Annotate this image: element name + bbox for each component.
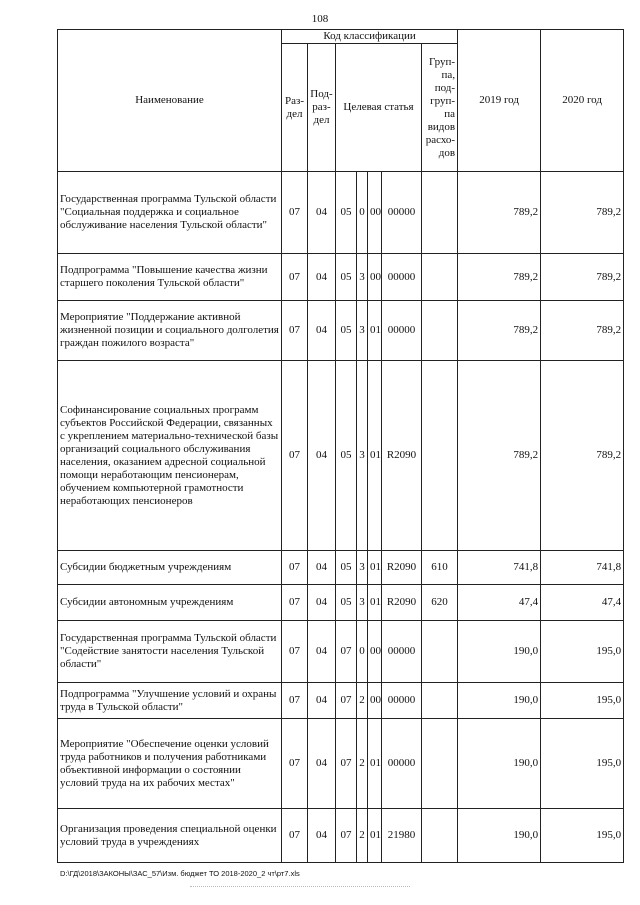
value-2020-cell: 789,2 bbox=[541, 361, 624, 551]
row-name: Субсидии бюджетным учреждениям bbox=[58, 551, 282, 585]
column-header-razdel: Раз- дел bbox=[282, 44, 308, 172]
target-event-cell: 01 bbox=[368, 301, 382, 361]
razdel-cell: 07 bbox=[282, 551, 308, 585]
column-header-2019: 2019 год bbox=[458, 30, 541, 172]
table-row bbox=[58, 301, 624, 361]
value-2020-cell: 195,0 bbox=[541, 809, 624, 863]
table-row bbox=[58, 683, 624, 719]
target-program-cell: 05 bbox=[336, 254, 357, 301]
target-program-cell: 07 bbox=[336, 683, 357, 719]
target-event-cell: 00 bbox=[368, 254, 382, 301]
target-code-cell: R2090 bbox=[382, 361, 422, 551]
expense-group-cell: 620 bbox=[422, 585, 458, 621]
page-number: 108 bbox=[311, 13, 329, 25]
target-program-cell: 05 bbox=[336, 301, 357, 361]
target-code-cell: 00000 bbox=[382, 621, 422, 683]
file-path-footer: D:\ГД\2018\ЗАКОНЫ\ЗАС_57\Изм. бюджет ТО 2018-2020_2 чт\рт7.xls bbox=[60, 869, 300, 878]
target-code-cell: 00000 bbox=[382, 301, 422, 361]
value-2020-cell: 789,2 bbox=[541, 254, 624, 301]
table-row bbox=[58, 585, 624, 621]
value-2019-cell: 789,2 bbox=[458, 361, 541, 551]
table-row bbox=[58, 551, 624, 585]
target-subprogram-cell: 3 bbox=[357, 585, 368, 621]
podrazdel-cell: 04 bbox=[308, 172, 336, 254]
podrazdel-cell: 04 bbox=[308, 719, 336, 809]
expense-group-cell bbox=[422, 621, 458, 683]
target-event-cell: 01 bbox=[368, 361, 382, 551]
target-subprogram-cell: 3 bbox=[357, 551, 368, 585]
expense-group-cell bbox=[422, 254, 458, 301]
target-program-cell: 05 bbox=[336, 585, 357, 621]
table-row bbox=[58, 809, 624, 863]
value-2019-cell: 190,0 bbox=[458, 719, 541, 809]
value-2019-cell: 190,0 bbox=[458, 683, 541, 719]
target-event-cell: 01 bbox=[368, 719, 382, 809]
razdel-cell: 07 bbox=[282, 621, 308, 683]
target-code-cell: 21980 bbox=[382, 809, 422, 863]
value-2019-cell: 190,0 bbox=[458, 809, 541, 863]
target-event-cell: 00 bbox=[368, 621, 382, 683]
column-header-group: Груп- па, под- груп- па видов расхо- дов bbox=[422, 44, 458, 172]
podrazdel-cell: 04 bbox=[308, 809, 336, 863]
column-header-code: Код классификации bbox=[282, 30, 458, 44]
expense-group-cell bbox=[422, 719, 458, 809]
row-name: Государственная программа Тульской области "Социальная поддержка и социальное обслуживание населения Тульской области" bbox=[58, 172, 282, 254]
target-program-cell: 07 bbox=[336, 719, 357, 809]
value-2019-cell: 190,0 bbox=[458, 621, 541, 683]
expense-group-cell bbox=[422, 809, 458, 863]
value-2020-cell: 741,8 bbox=[541, 551, 624, 585]
table-row bbox=[58, 621, 624, 683]
target-event-cell: 00 bbox=[368, 683, 382, 719]
value-2019-cell: 789,2 bbox=[458, 172, 541, 254]
podrazdel-cell: 04 bbox=[308, 585, 336, 621]
value-2020-cell: 195,0 bbox=[541, 719, 624, 809]
razdel-cell: 07 bbox=[282, 683, 308, 719]
value-2019-cell: 741,8 bbox=[458, 551, 541, 585]
razdel-cell: 07 bbox=[282, 301, 308, 361]
target-event-cell: 01 bbox=[368, 551, 382, 585]
value-2020-cell: 789,2 bbox=[541, 172, 624, 254]
value-2020-cell: 195,0 bbox=[541, 621, 624, 683]
table-row bbox=[58, 172, 624, 254]
podrazdel-cell: 04 bbox=[308, 361, 336, 551]
row-name: Мероприятие "Поддержание активной жизненной позиции и социального долголетия граждан пожилого возраста" bbox=[58, 301, 282, 361]
value-2019-cell: 47,4 bbox=[458, 585, 541, 621]
target-code-cell: 00000 bbox=[382, 254, 422, 301]
target-event-cell: 01 bbox=[368, 585, 382, 621]
razdel-cell: 07 bbox=[282, 719, 308, 809]
razdel-cell: 07 bbox=[282, 809, 308, 863]
row-name: Организация проведения специальной оценки условий труда в учреждениях bbox=[58, 809, 282, 863]
table-row bbox=[58, 254, 624, 301]
expense-group-cell bbox=[422, 361, 458, 551]
razdel-cell: 07 bbox=[282, 254, 308, 301]
value-2020-cell: 47,4 bbox=[541, 585, 624, 621]
target-event-cell: 01 bbox=[368, 809, 382, 863]
razdel-cell: 07 bbox=[282, 585, 308, 621]
target-program-cell: 07 bbox=[336, 809, 357, 863]
target-subprogram-cell: 3 bbox=[357, 301, 368, 361]
target-code-cell: 00000 bbox=[382, 719, 422, 809]
podrazdel-cell: 04 bbox=[308, 301, 336, 361]
row-name: Субсидии автономным учреждениям bbox=[58, 585, 282, 621]
target-subprogram-cell: 2 bbox=[357, 809, 368, 863]
column-header-podrazdel: Под- раз- дел bbox=[308, 44, 336, 172]
target-subprogram-cell: 0 bbox=[357, 621, 368, 683]
target-code-cell: R2090 bbox=[382, 585, 422, 621]
target-event-cell: 00 bbox=[368, 172, 382, 254]
razdel-cell: 07 bbox=[282, 172, 308, 254]
expense-group-cell bbox=[422, 172, 458, 254]
target-code-cell: 00000 bbox=[382, 172, 422, 254]
table-row bbox=[58, 719, 624, 809]
target-subprogram-cell: 2 bbox=[357, 719, 368, 809]
target-program-cell: 05 bbox=[336, 172, 357, 254]
target-code-cell: 00000 bbox=[382, 683, 422, 719]
value-2020-cell: 789,2 bbox=[541, 301, 624, 361]
expense-group-cell bbox=[422, 301, 458, 361]
scan-artifact-line bbox=[190, 886, 410, 888]
row-name: Подпрограмма "Повышение качества жизни старшего поколения Тульской области" bbox=[58, 254, 282, 301]
target-subprogram-cell: 2 bbox=[357, 683, 368, 719]
target-program-cell: 07 bbox=[336, 621, 357, 683]
row-name: Государственная программа Тульской области "Содействие занятости населения Тульской области" bbox=[58, 621, 282, 683]
column-header-name: Наименование bbox=[58, 30, 282, 172]
podrazdel-cell: 04 bbox=[308, 551, 336, 585]
value-2019-cell: 789,2 bbox=[458, 301, 541, 361]
row-name: Подпрограмма "Улучшение условий и охраны труда в Тульской области" bbox=[58, 683, 282, 719]
table-row bbox=[58, 361, 624, 551]
podrazdel-cell: 04 bbox=[308, 683, 336, 719]
target-program-cell: 05 bbox=[336, 361, 357, 551]
row-name: Мероприятие "Обеспечение оценки условий труда работников и получения работниками объективной информации о состоянии условий труда на их рабочих местах" bbox=[58, 719, 282, 809]
column-header-target: Целевая статья bbox=[336, 44, 422, 172]
podrazdel-cell: 04 bbox=[308, 254, 336, 301]
target-subprogram-cell: 0 bbox=[357, 172, 368, 254]
target-subprogram-cell: 3 bbox=[357, 361, 368, 551]
razdel-cell: 07 bbox=[282, 361, 308, 551]
target-code-cell: R2090 bbox=[382, 551, 422, 585]
expense-group-cell: 610 bbox=[422, 551, 458, 585]
target-program-cell: 05 bbox=[336, 551, 357, 585]
value-2020-cell: 195,0 bbox=[541, 683, 624, 719]
podrazdel-cell: 04 bbox=[308, 621, 336, 683]
target-subprogram-cell: 3 bbox=[357, 254, 368, 301]
row-name: Софинансирование социальных программ субъектов Российской Федерации, связанных с укреплением материально-технической базы организаций социального обслуживания населения, оказанием адресной социальной помощи неработающим пенсионерам, обучением компьютерной грамотности неработающих пенсионеров bbox=[58, 361, 282, 551]
expense-group-cell bbox=[422, 683, 458, 719]
column-header-2020: 2020 год bbox=[541, 30, 624, 172]
budget-table bbox=[57, 29, 624, 863]
value-2019-cell: 789,2 bbox=[458, 254, 541, 301]
